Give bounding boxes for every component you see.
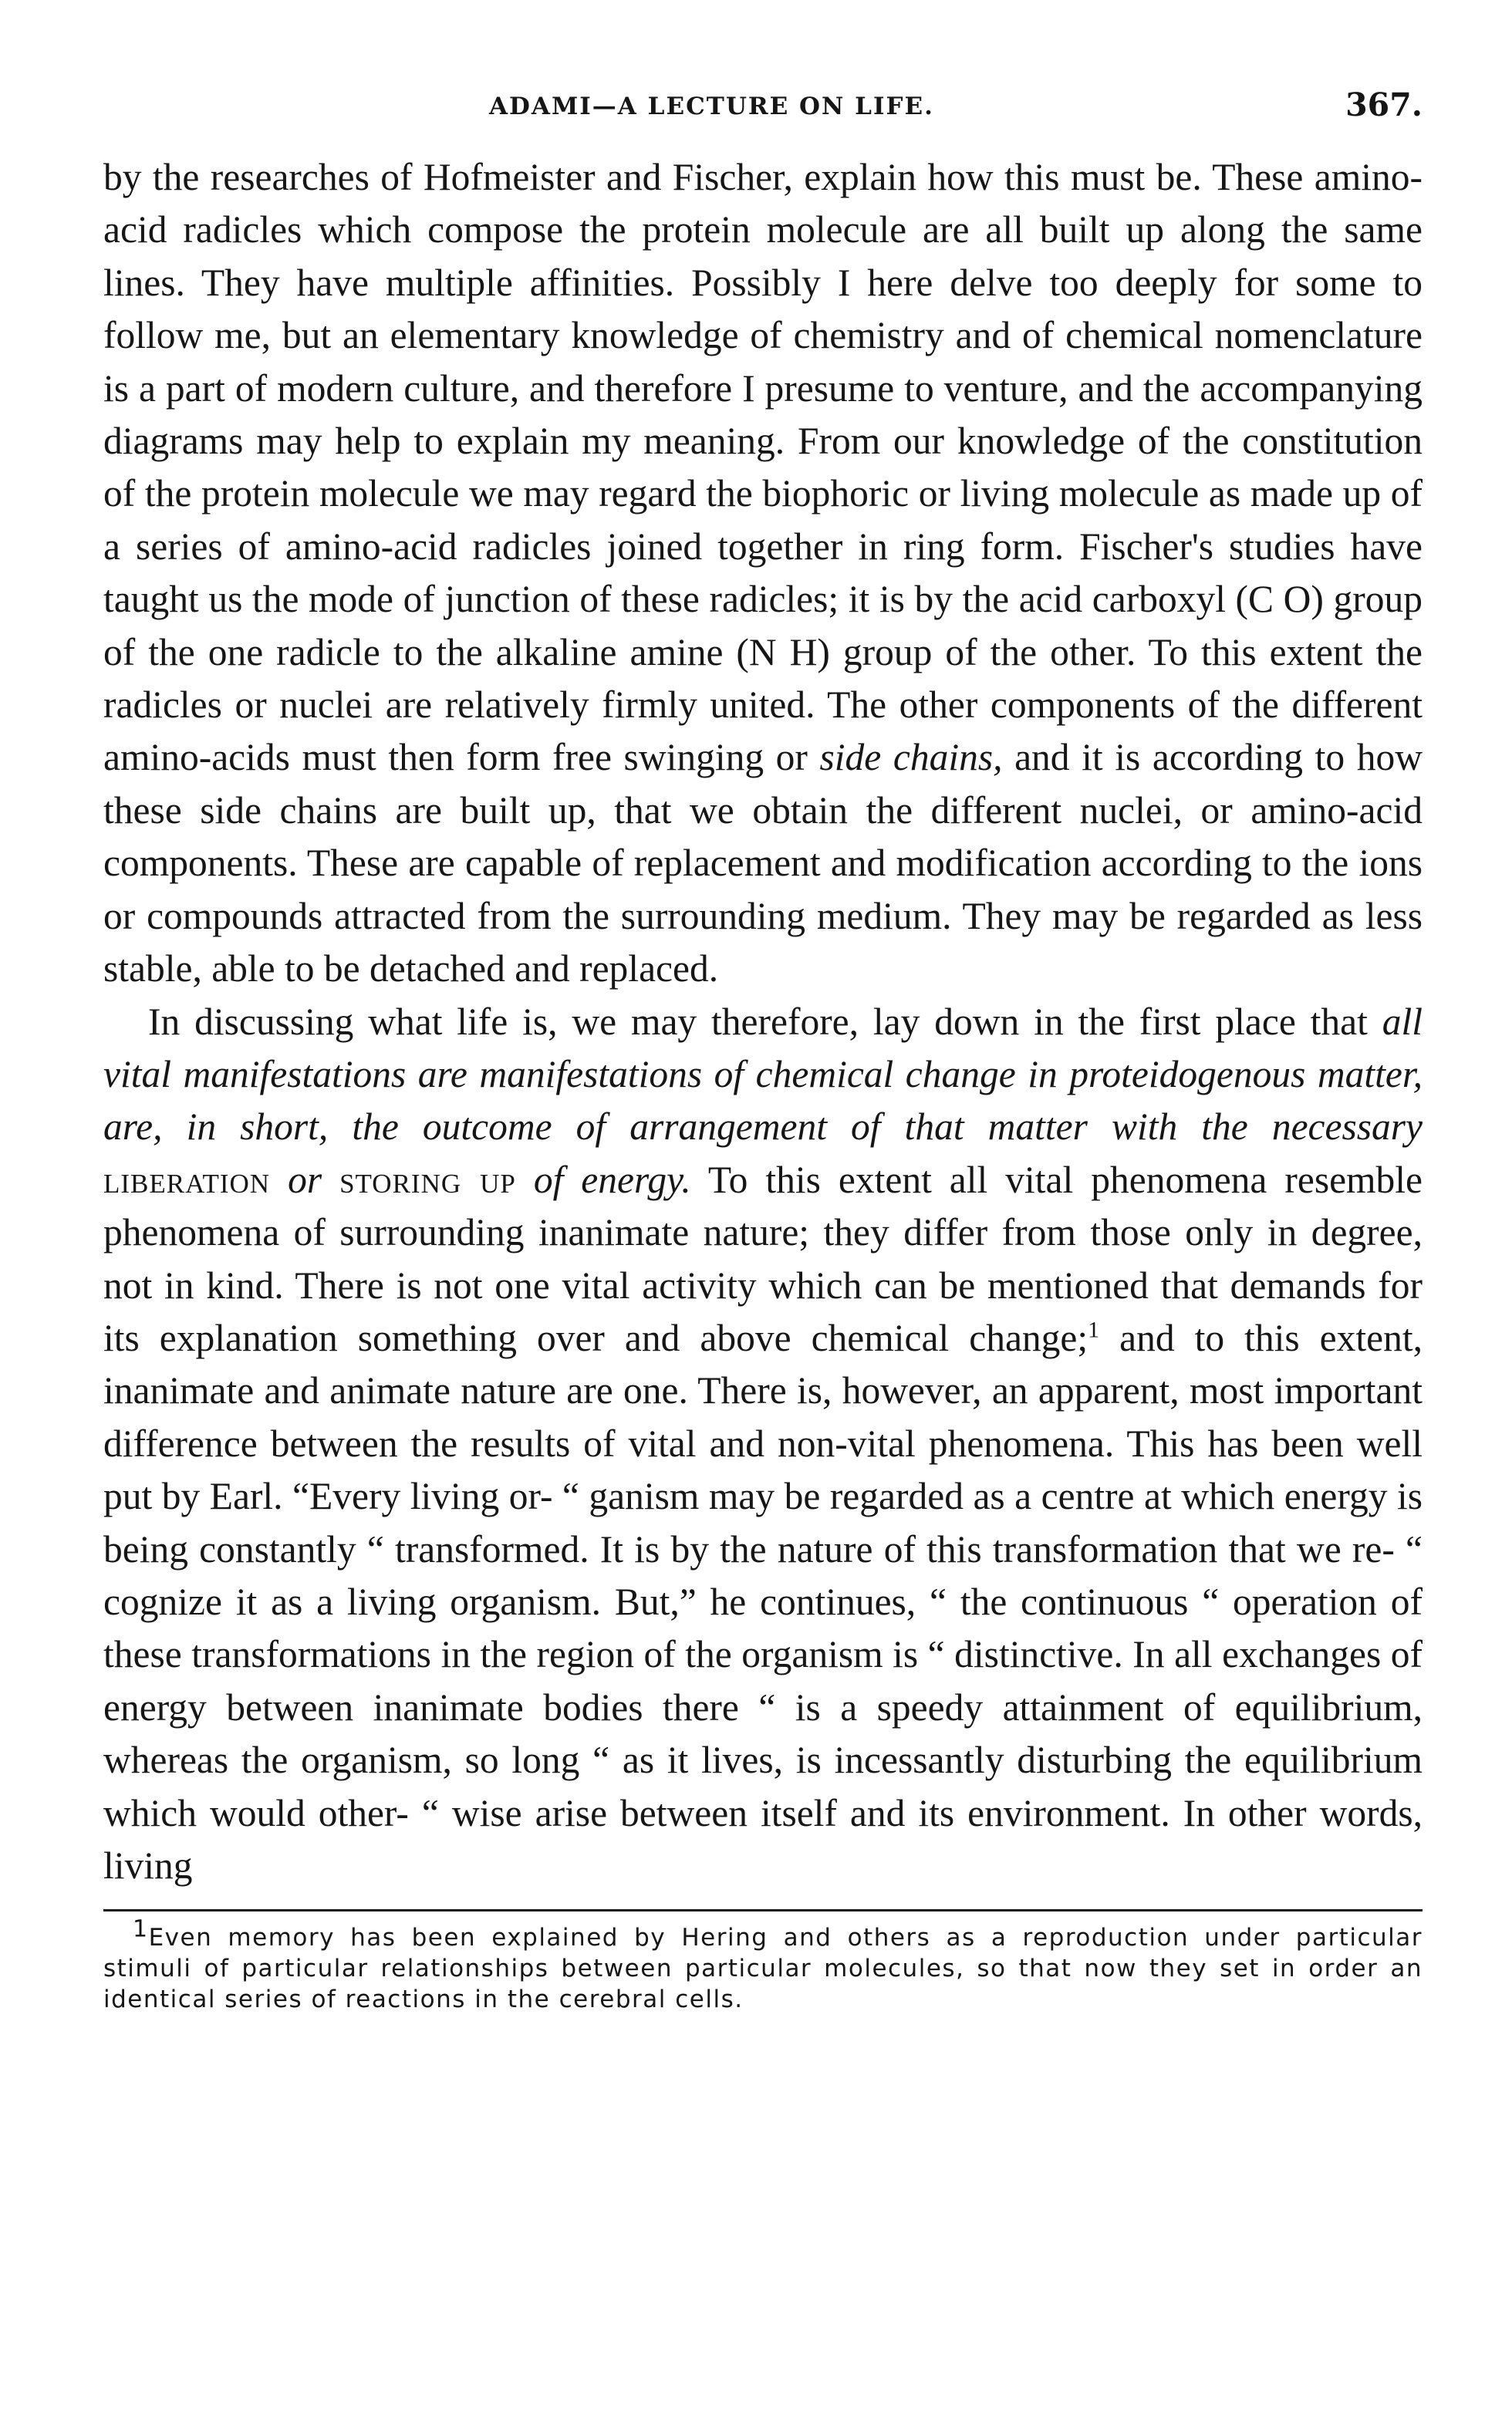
page-number: 367. — [1345, 86, 1423, 123]
paragraph-2 — [103, 996, 1423, 1893]
paragraph-2-italic-2: of energy. — [515, 1158, 691, 1201]
side-chains-italic: side chains, — [819, 736, 1003, 779]
liberation-small-caps: liberation — [103, 1158, 271, 1201]
footnote — [103, 1916, 1423, 2015]
footnote-marker: 1 — [133, 1916, 149, 1944]
page — [103, 86, 1423, 2015]
running-head — [103, 86, 1423, 137]
paragraph-2-italic-or: or — [270, 1158, 340, 1201]
paragraph-1-end: and it is according to how these side chains are built up, that we obtain the different nuclei, or amino-acid components. These are capable of replacement and modification according to the ions or compounds attracted from the surrounding medium. They may be regarded as less stable, able to be detached and replaced. — [103, 736, 1423, 990]
paragraph-2-italic-1: all vital manifestations are manifestations of chemical change in proteidogenous matter, are, in short, the outcome of arrangement of that matter with the necessary — [103, 1000, 1423, 1149]
footnote-text: Even memory has been explained by Hering and others as a reproduction under particular stimuli of particular relationships between particular molecules, so that now they set in order an identical series of reactions in the cerebral cells. — [103, 1924, 1423, 2014]
paragraph-1 — [103, 151, 1423, 996]
running-title: ADAMI—A LECTURE ON LIFE. — [489, 93, 934, 120]
paragraph-2-end: and to this extent, inanimate and animate nature are one. There is, however, an apparent, most important difference between the results of vital and non-vital phenomena. This has been well put by Earl. “Every living or- “ ganism may be regarded as a centre at which energy is being constantly “ transformed. It is by the nature of this transformation that we re- “ cognize it as a living organism. But,” he continues, “ the continuous “ operation of these transformations in the region of the organism is “ distinctive. In all exchanges of energy between inanimate bodies there “ is a speedy attainment of equilibrium, whereas the organism, so long “ as it lives, is incessantly disturbing the equilibrium which would other- “ wise arise between itself and its environment. In other words, living — [103, 1316, 1423, 1887]
paragraph-1-text: by the researches of Hofmeister and Fischer, explain how this must be. These amino-acid radicles which compose the protein molecule are all built up along the same lines. They have multiple affinities. Possibly I here delve too deeply for some to follow me, but an elementary knowledge of chemistry and of chemical nomenclature is a part of modern culture, and therefore I presume to venture, and the accompanying diagrams may help to explain my meaning. From our knowledge of the constitution of the protein molecule we may regard the biophoric or living molecule as made up of a series of amino-acid radicles joined together in ring form. Fischer's studies have taught us the mode of junction of these radicles; it is by the acid carboxyl (C O) group of the one radicle to the alkaline amine (N H) group of the other. To this extent the radicles or nuclei are relatively firmly united. The other components of the different amino-acids must then form free swinging or — [103, 156, 1423, 779]
footnote-reference: 1 — [1088, 1317, 1100, 1343]
footnote-rule — [103, 1909, 1423, 1911]
paragraph-2-start: In discussing what life is, we may therefore, lay down in the first place that — [148, 1000, 1382, 1043]
paragraph-2-mid: To this extent all vital phenomena resemble phenomena of surrounding inanimate nature; they differ from those only in degree, not in kind. There is not one vital activity which can be mentioned that demands for its explanation something over and above chemical change; — [103, 1158, 1423, 1359]
storing-up-small-caps: storing up — [339, 1158, 516, 1201]
body-text — [103, 151, 1423, 1892]
